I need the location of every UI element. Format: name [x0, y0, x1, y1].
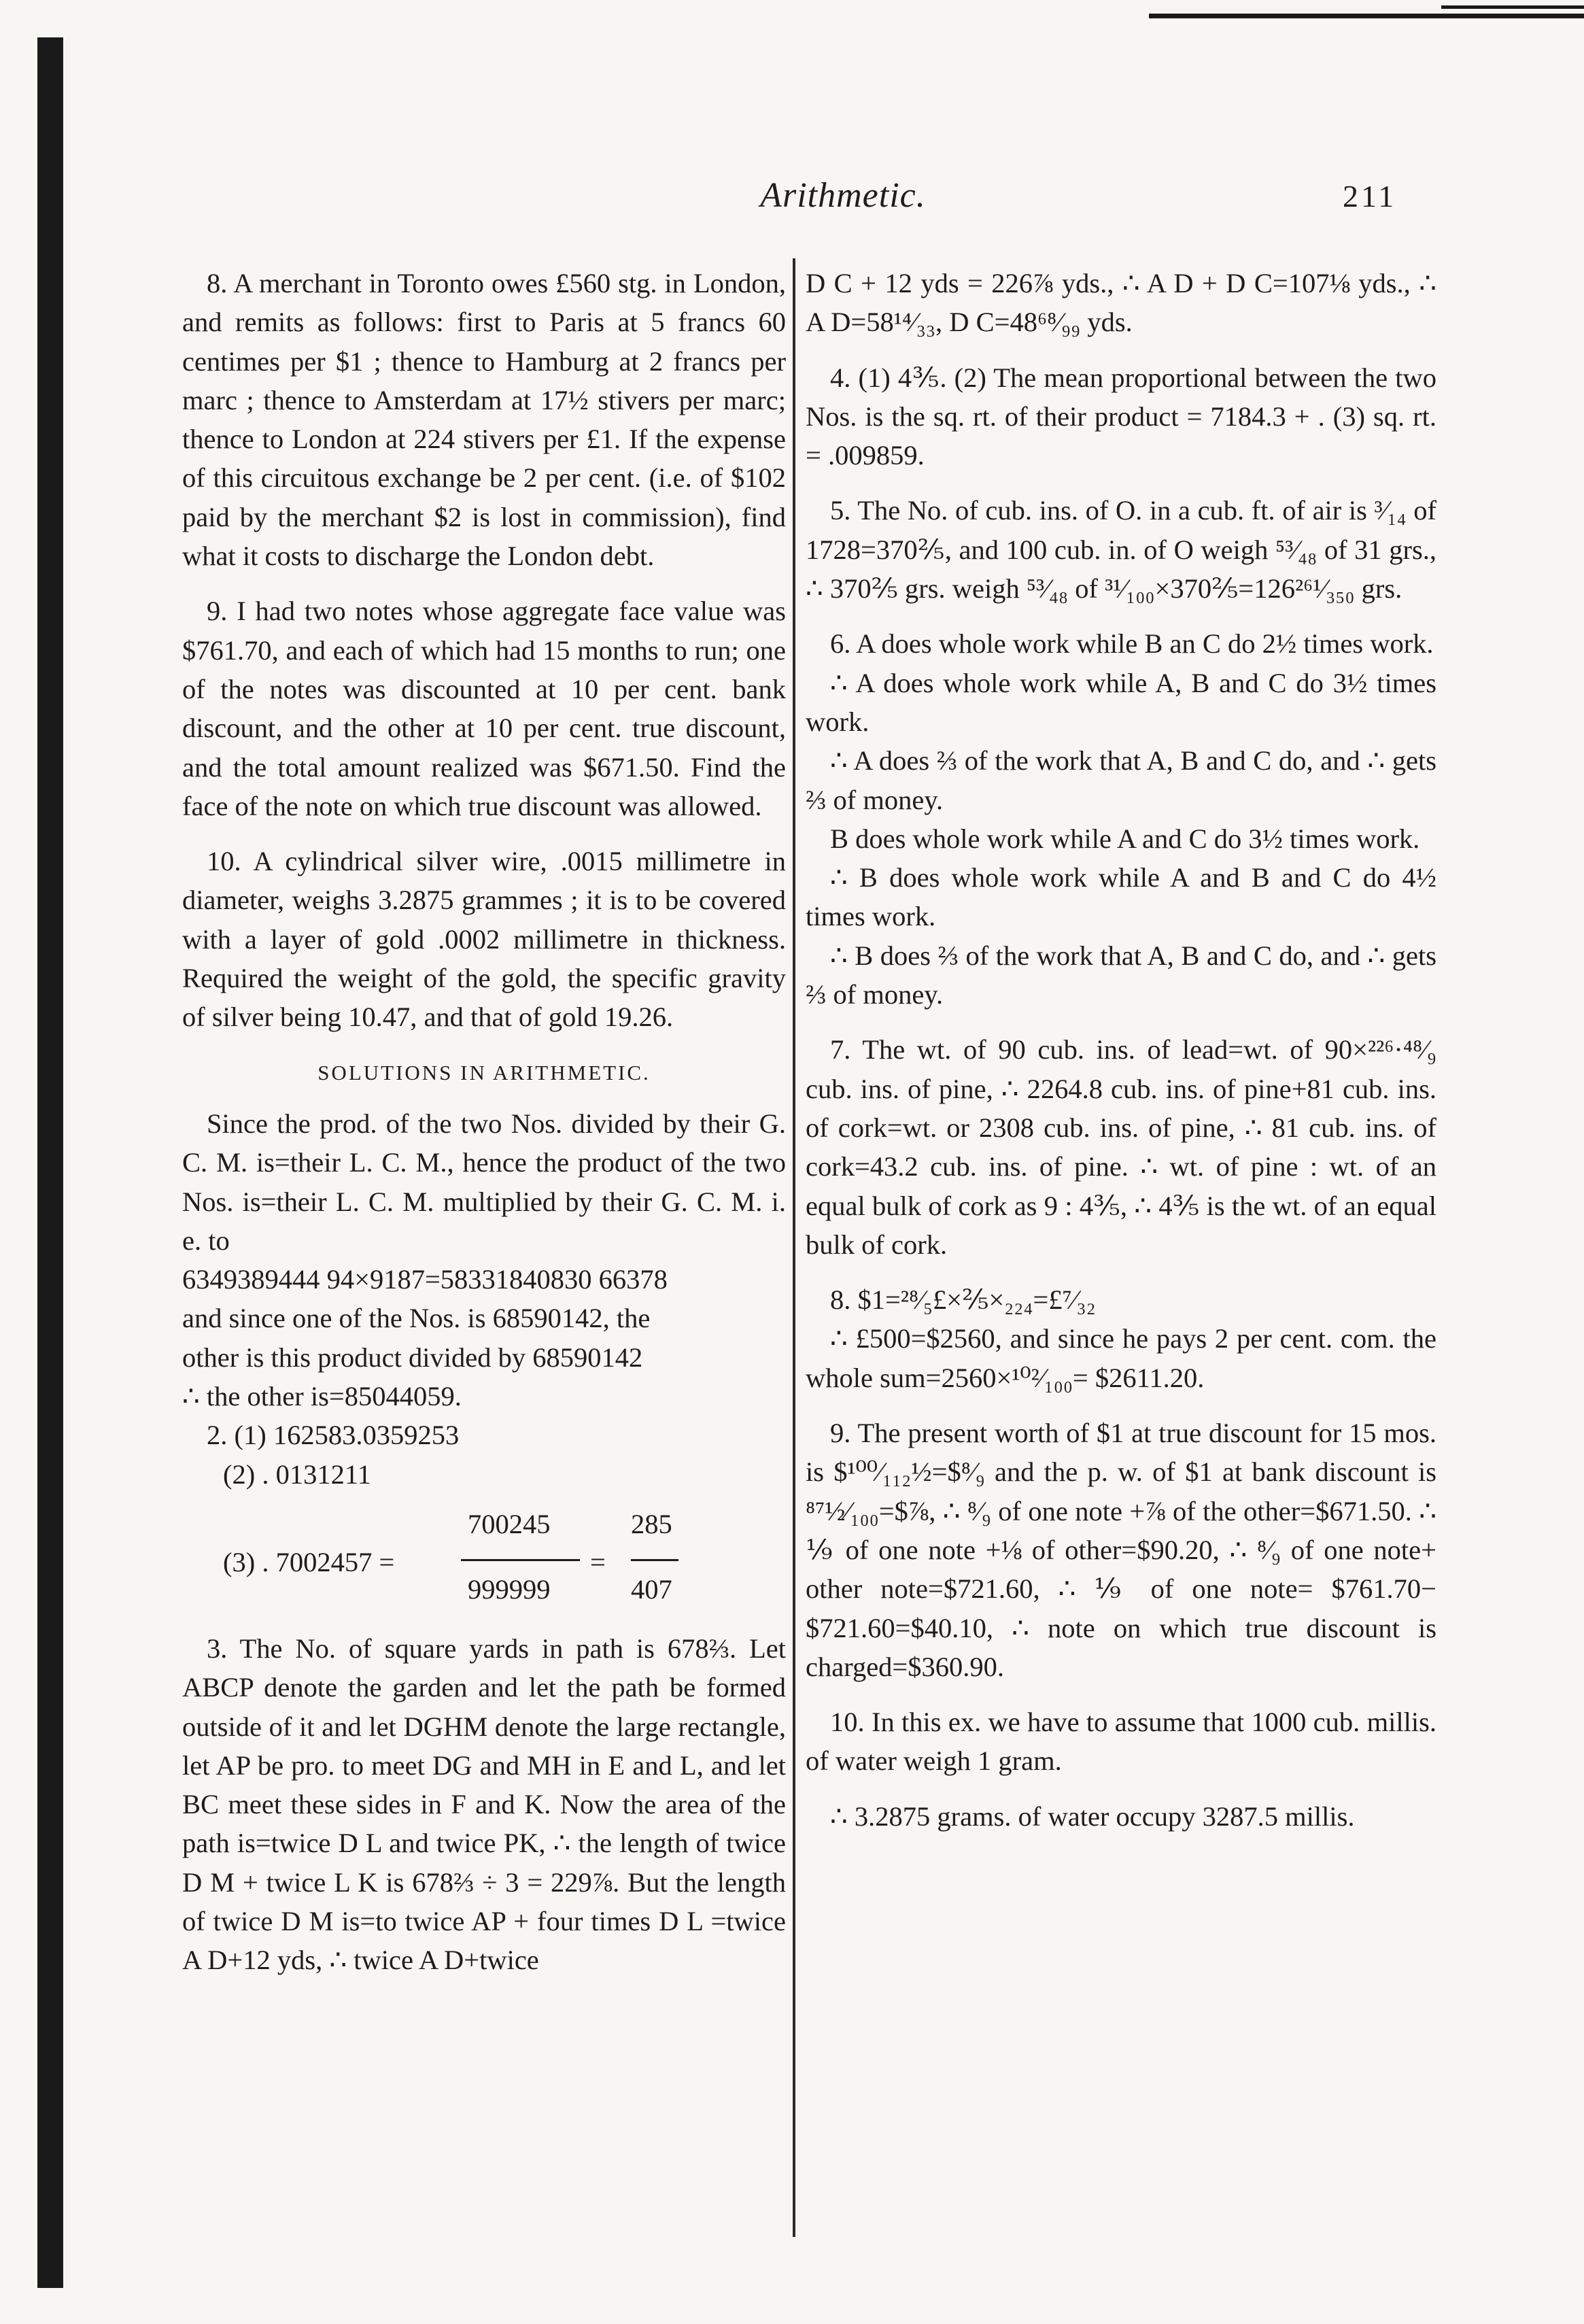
fraction-label: (3) . 7002457 =: [223, 1546, 395, 1577]
solution-1-result: ∴ the other is=85044059.: [182, 1381, 462, 1412]
section-heading: SOLUTIONS IN ARITHMETIC.: [317, 1060, 651, 1084]
solution-1-intro: Since the prod. of the two Nos. divided by their G. C. M. is=their L. C. M., hence the product of the two Nos. is=their L. C. M. multiplied by their G. C. M. i. e. to: [182, 1108, 786, 1256]
solution-2-part-3-fraction: [182, 1503, 786, 1616]
solution-1-line: and since one of the Nos. is 68590142, the: [182, 1303, 651, 1334]
solution-7: 7. The wt. of 90 cub. ins. of lead=wt. of 90×²²⁶·⁴⁸⁄₉ cub. ins. of pine, ∴ 2264.8 cub. ins. of pine+81 cub. ins. of cork=wt. or 2308 cub. ins. of pine, ∴ 81 cub. ins. of cork=43.2 cub. ins. of pine. ∴ wt. of pine : wt. of an equal bulk of cork as 9 : 4⅗, ∴ 4⅗ is the wt. of an equal bulk of cork.: [806, 1034, 1436, 1260]
solution-3-continued: D C + 12 yds = 226⅞ yds., ∴ A D + D C=107⅛ yds., ∴ A D=58¹⁴⁄₃₃, D C=48⁶⁸⁄₉₉ yds.: [806, 268, 1436, 338]
solution-1-product: 6349389444 94×9187=58331840830 66378: [182, 1264, 668, 1295]
solution-4: 4. (1) 4⅗. (2) The mean proportional between the two Nos. is the sq. rt. of their product = 7184.3 + . (3) sq. rt. = .009859.: [806, 362, 1436, 471]
solution-2-part-2: (2) . 0131211: [223, 1458, 371, 1490]
solution-6-step: ∴ A does ⅔ of the work that A, B and C do, and ∴ gets ⅔ of money.: [806, 745, 1436, 815]
solution-10-step: ∴ 3.2875 grams. of water occupy 3287.5 millis.: [830, 1800, 1355, 1832]
fraction-denominator: 999999: [468, 1573, 551, 1605]
top-rule: [1149, 14, 1584, 18]
left-column: [182, 264, 786, 1996]
solution-1-line: other is this product divided by 68590142: [182, 1342, 643, 1373]
fraction-equals: =: [590, 1546, 606, 1577]
binding-edge: [37, 37, 63, 2288]
solution-8: 8. $1=²⁸⁄₅£×⅖×₂₂₄=£⁷⁄₃₂: [830, 1284, 1096, 1316]
column-divider: [793, 258, 795, 2237]
problem-9: 9. I had two notes whose aggregate face value was $761.70, and each of which had 15 months to run; one of the notes was discounted at 10 per cent. bank discount, and the other at 10 per cent. true discount, and the total amount realized was $671.50. Find the face of the note on which true discount was allowed.: [182, 596, 786, 821]
solution-6-step: ∴ A does whole work while A, B and C do 3½ times work.: [806, 667, 1436, 737]
solution-3: 3. The No. of square yards in path is 678⅔. Let ABCP denote the garden and let the path be formed outside of it and let DGHM denote the large rectangle, let AP be pro. to meet DG and MH in E and L, and let BC meet these sides in F and K. Now the area of the path is=twice D L and twice PK, ∴ the length of twice D M + twice L K is 678⅔ ÷ 3 = 229⅞. But the length of twice D M is=to twice AP + four times D L =twice A D+12 yds, ∴ twice A D+twice: [182, 1633, 786, 1976]
running-title: Arithmetic.: [760, 176, 926, 215]
solution-5: 5. The No. of cub. ins. of O. in a cub. ft. of air is ³⁄₁₄ of 1728=370⅖, and 100 cub. in. of O weigh ⁵³⁄₄₈ of 31 grs., ∴ 370⅖ grs. weigh ⁵³⁄₄₈ of ³¹⁄₁₀₀×370⅖=126²⁶¹⁄₃₅₀ grs.: [806, 495, 1436, 604]
right-column: [806, 264, 1436, 1852]
fraction-bar: [461, 1559, 580, 1561]
fraction-denominator-2: 407: [631, 1573, 672, 1605]
fraction-numerator-2: 285: [631, 1508, 672, 1539]
fraction-numerator: 700245: [468, 1508, 551, 1539]
solution-6-step: B does whole work while A and C do 3½ times work.: [830, 823, 1420, 854]
solution-8-step: ∴ £500=$2560, and since he pays 2 per cent. com. the whole sum=2560×¹⁰²⁄₁₀₀= $2611.20.: [806, 1323, 1436, 1393]
solution-10: 10. In this ex. we have to assume that 1000 cub. millis. of water weigh 1 gram.: [806, 1707, 1436, 1777]
problem-8: 8. A merchant in Toronto owes £560 stg. in London, and remits as follows: first to Paris at 5 francs 60 centimes per $1 ; thence to Hamburg at 2 francs per marc ; thence to Amsterdam at 17½ stivers per marc; thence to London at 224 stivers per £1. If the expense of this circuitous exchange be 2 per cent. (i.e. of $102 paid by the merchant $2 is lost in commission), find what it costs to discharge the London debt.: [182, 268, 786, 572]
solution-6-step: ∴ B does whole work while A and B and C do 4½ times work.: [806, 862, 1436, 932]
fraction-bar-2: [631, 1559, 678, 1561]
solution-2-part-1: 2. (1) 162583.0359253: [207, 1420, 460, 1451]
solution-6-step: ∴ B does ⅔ of the work that A, B and C do, and ∴ gets ⅔ of money.: [806, 940, 1436, 1010]
top-edge-mark: [1441, 5, 1584, 9]
problem-10: 10. A cylindrical silver wire, .0015 millimetre in diameter, weighs 3.2875 grammes ; it is to be covered with a layer of gold .0002 millimetre in thickness. Required the weight of the gold, the specific gravity of silver being 10.47, and that of gold 19.26.: [182, 846, 786, 1033]
page-number: 211: [1343, 179, 1397, 213]
solution-9: 9. The present worth of $1 at true discount for 15 mos. is $¹⁰⁰⁄₁₁₂½=$⁸⁄₉ and the p. w. of $1 at bank discount is ⁸⁷½⁄₁₀₀=$⅞, ∴ ⁸⁄₉ of one note +⅞ of the other=$671.50. ∴ ⅑ of one note +⅛ of other=$90.20, ∴ ⁸⁄₉ of one note+ other note=$721.60, ∴ ⅑ of one note= $761.70−$721.60=$40.10, ∴ note on which true discount is charged=$360.90.: [806, 1418, 1436, 1682]
solution-6: 6. A does whole work while B an C do 2½ times work.: [830, 628, 1434, 660]
